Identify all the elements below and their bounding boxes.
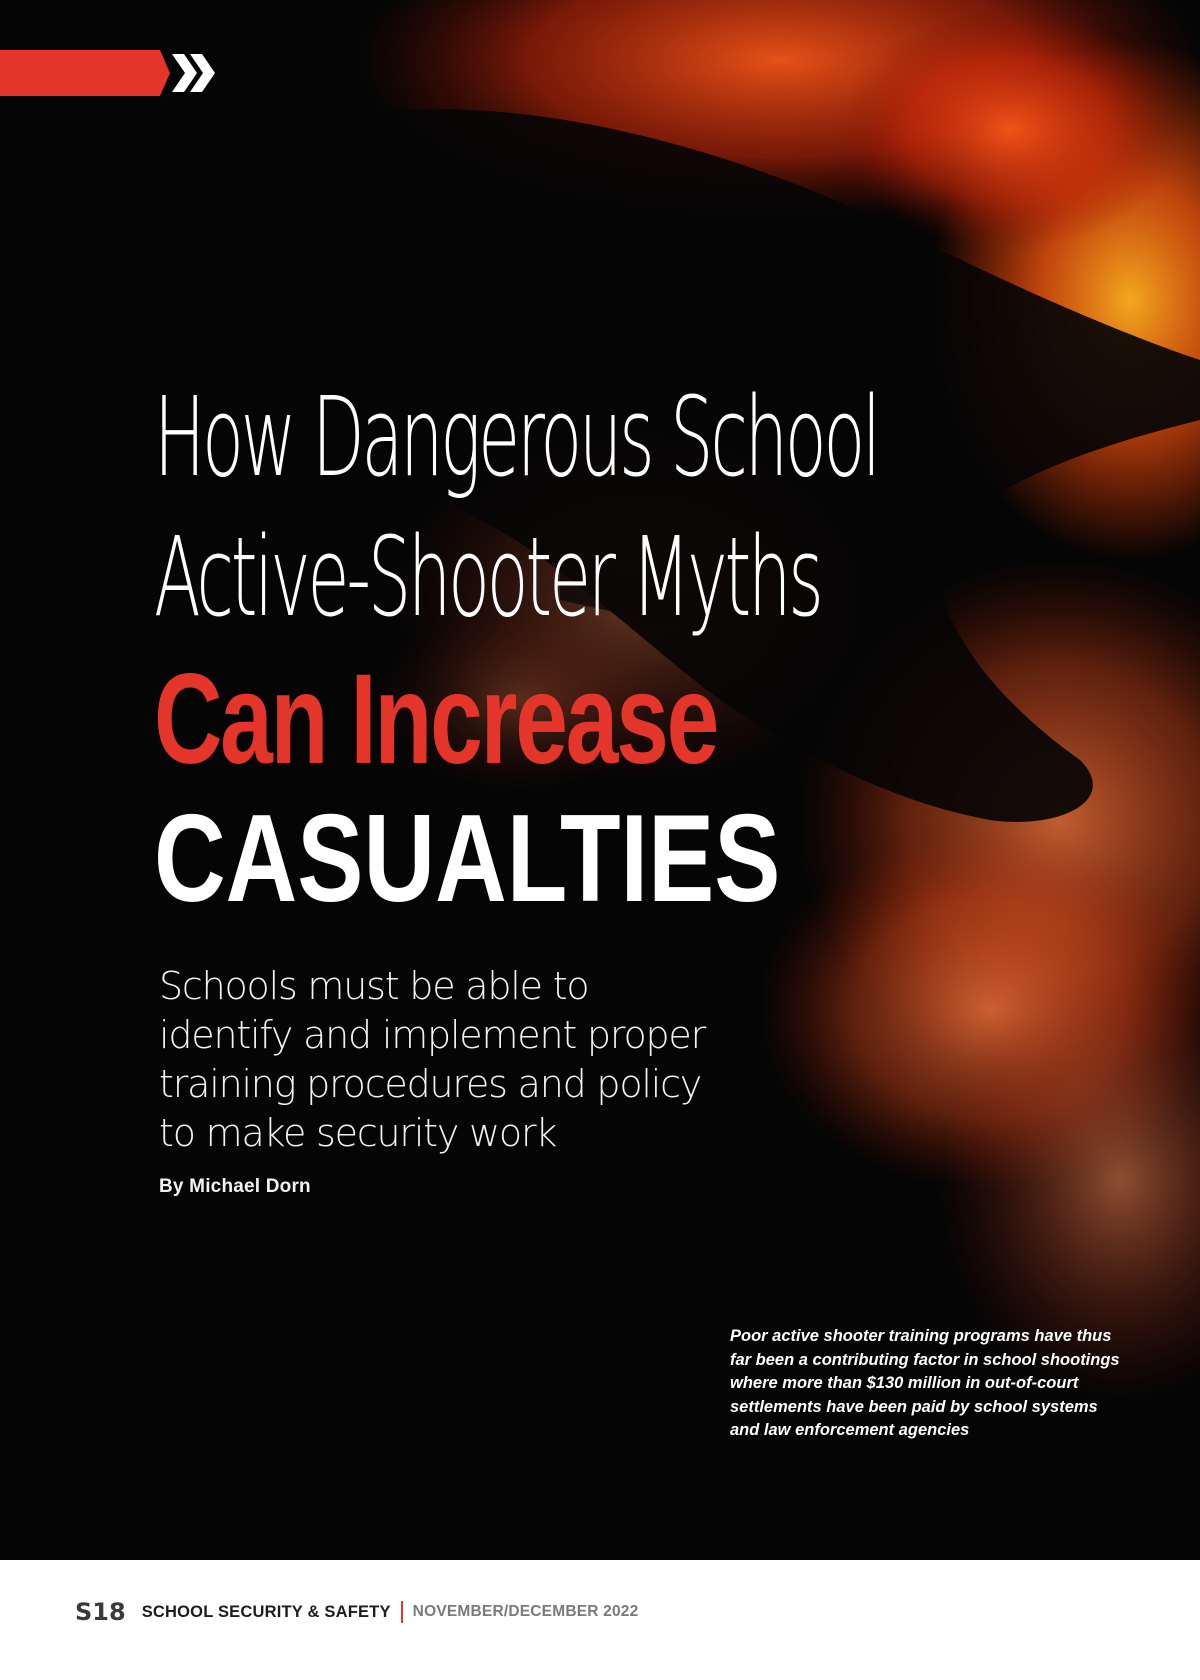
article-headline <box>154 368 1174 928</box>
publication-name: SCHOOL SECURITY & SAFETY <box>141 1602 391 1621</box>
photo-caption: Poor active shooter training programs have thus far been a contributing factor in school shootings where more than $130 million in out-of-court settlements have been paid by school systems and law enforcement agencies <box>730 1327 1120 1439</box>
section-tab-bar <box>0 50 170 96</box>
folio <box>75 1598 638 1626</box>
headline-line-2: Active-Shooter Myths <box>154 512 821 641</box>
page-number: S18 <box>75 1598 126 1626</box>
folio-divider <box>401 1601 403 1623</box>
double-chevron-right-icon <box>170 50 220 96</box>
byline: By Michael Dorn <box>159 1176 311 1197</box>
article-deck: Schools must be able to identify and implement proper training procedures and policy to make security work <box>159 964 706 1155</box>
headline-line-1: How Dangerous School <box>154 373 879 501</box>
issue-date: NOVEMBER/DECEMBER 2022 <box>412 1603 639 1620</box>
headline-line-4: CASUALTIES <box>154 789 781 928</box>
headline-line-3: Can Increase <box>154 648 718 792</box>
